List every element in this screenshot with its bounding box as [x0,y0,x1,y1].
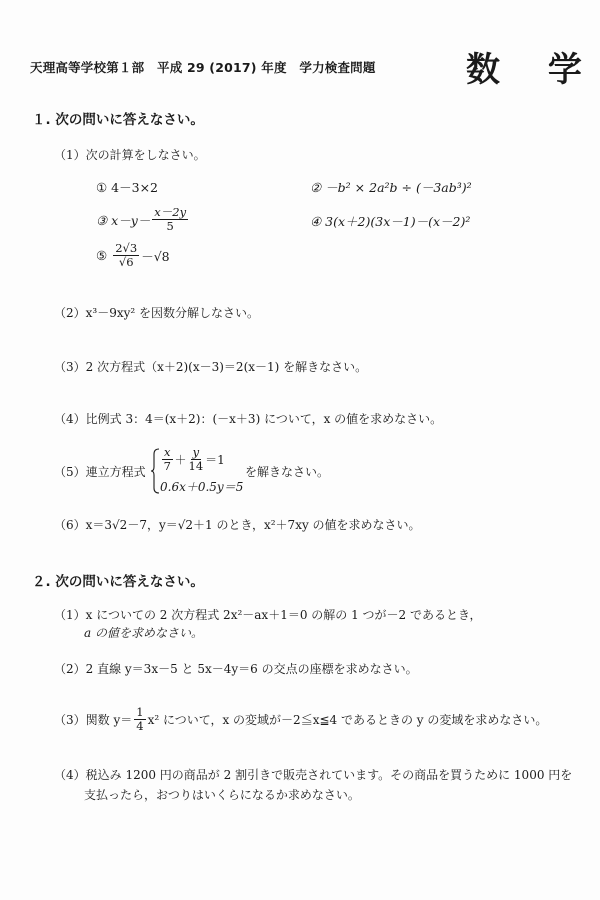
q2-4-line-1: （4）税込み 1200 円の商品が 2 割引きで販売されています。その商品を買うために 1000 円を [54,768,573,782]
q2-1-line-2: a の値を求めなさい。 [84,626,203,640]
item-3-numerator: x－2y [154,205,187,219]
q1-5-equation-1 [160,446,225,473]
eq1-plus: ＋ [174,453,187,467]
subject-title: 数 学 [466,50,600,90]
q2-3-fraction [134,706,145,733]
q1-5-label: （5）連立方程式 [54,465,146,479]
q1-1-item-2: ② －b² × 2a²b ÷ (－3ab³)² [310,180,472,195]
q1-1-item-5 [96,242,170,269]
q2-3 [54,706,547,733]
section-1-heading: １. 次の問いに答えなさい。 [32,112,204,128]
eq1-den-1: 7 [163,459,171,473]
q2-3-numerator: 1 [136,705,144,719]
q2-3-denominator: 4 [136,719,144,733]
eq1-num-1: x [164,445,171,459]
item-3-fraction [152,206,188,233]
q2-2: （2）2 直線 y＝3x－5 と 5x－4y＝6 の交点の座標を求めなさい。 [54,662,418,676]
item-5-denominator: √6 [118,255,134,269]
item-3-denominator: 5 [166,219,174,233]
eq1-fraction-2 [189,446,204,473]
item-5-numerator: 2√3 [115,241,138,255]
q2-4-line-2: 支払ったら，おつりはいくらになるか求めなさい。 [84,788,360,802]
q2-1-line-1: （1）x についての 2 次方程式 2x²－ax＋1＝0 の解の 1 つが－2 であるとき， [54,608,482,622]
q1-4: （4）比例式 3：4＝(x＋2)：(－x＋3) について，x の値を求めなさい。 [54,412,443,426]
eq1-num-2: y [192,445,200,459]
equation-brace [150,448,160,494]
q2-3-prefix: （3）関数 y＝ [54,713,133,727]
eq1-rhs: ＝1 [205,453,225,467]
q2-3-suffix: x² について，x の変域が－2≦x≦4 であるときの y の変域を求めなさい。 [147,713,548,727]
eq1-fraction-1 [162,446,173,473]
q1-1-item-4: ④ 3(x＋2)(3x－1)－(x－2)² [310,214,471,229]
item-5-suffix: －√8 [141,248,170,264]
item-3-prefix: ③ x－y－ [96,212,151,228]
q1-5-tail: を解きなさい。 [245,465,330,479]
exam-header-title: 天理高等学校第１部 平成 29 (2017) 年度 学力検査問題 [30,60,376,75]
q1-3: （3）2 次方程式（x＋2)(x－3)＝2(x－1) を解きなさい。 [54,360,368,374]
item-5-prefix: ⑤ [96,248,108,263]
q1-1-item-3 [96,206,190,233]
section-2-heading: ２. 次の問いに答えなさい。 [32,574,204,590]
item-5-fraction [113,242,139,269]
q1-5-equation-2: 0.6x＋0.5y＝5 [160,480,244,494]
q1-1-label: （1）次の計算をしなさい。 [54,148,206,162]
eq1-den-2: 14 [188,459,204,473]
q1-6: （6）x＝3√2－7，y＝√2＋1 のとき，x²＋7xy の値を求めなさい。 [54,518,421,532]
q1-2: （2）x³－9xy² を因数分解しなさい。 [54,306,260,320]
q1-1-item-1: ① 4－3×2 [96,180,159,195]
